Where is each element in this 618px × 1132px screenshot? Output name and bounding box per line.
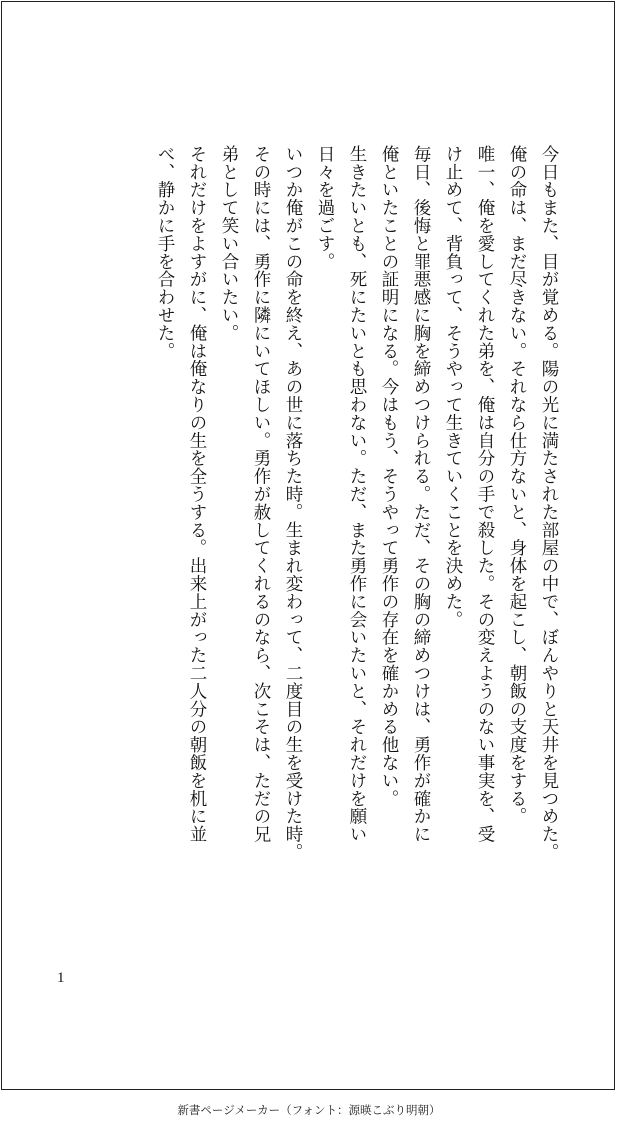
text-line: 毎日、後悔と罪悪感に胸を締めつけられる。ただ、その胸の締めつけは、勇作が確かに [411, 145, 431, 844]
footer-caption: 新書ページメーカー（フォント：源暎こぶり明朝） [177, 1103, 441, 1117]
text-line: 今日もまた、目が覚める。陽の光に満たされた部屋の中で、ぼんやりと天井を見つめた。 [539, 145, 559, 861]
text-line: 日々を過ごす。 [315, 145, 335, 271]
text-line: 唯一、俺を愛してくれた弟を、俺は自分の手で殺した。その変えようのない事実を、受 [475, 145, 495, 844]
page-number: 1 [57, 970, 65, 986]
text-line: 弟として笑い合いたい。 [219, 145, 239, 342]
text-line: 俺の命は、まだ尽きない。それなら仕方ないと、身体を起こし、朝飯の支度をする。 [507, 145, 527, 826]
text-line: べ、静かに手を合わせた。 [155, 145, 175, 360]
text-line: 俺といたことの証明になる。今はもう、そうやって勇作の存在を確かめる他ない。 [379, 145, 399, 808]
text-line: 生きたいとも、死にたいとも思わない。ただ、また勇作に会いたいと、それだけを願い [347, 145, 367, 844]
text-line: それだけをよすがに、俺は俺なりの生を全うする。出来上がった二人分の朝飯を机に並 [187, 145, 207, 844]
body-text [149, 145, 565, 935]
text-line: その時には、勇作に隣にいてほしい。勇作が赦してくれるのなら、次こそは、ただの兄 [251, 145, 271, 844]
text-line: け止めて、背負って、そうやって生きていくことを決めた。 [443, 145, 463, 629]
text-line: いつか俺がこの命を終え、あの世に落ちた時。生まれ変わって、二度目の生を受けた時。 [283, 145, 303, 861]
